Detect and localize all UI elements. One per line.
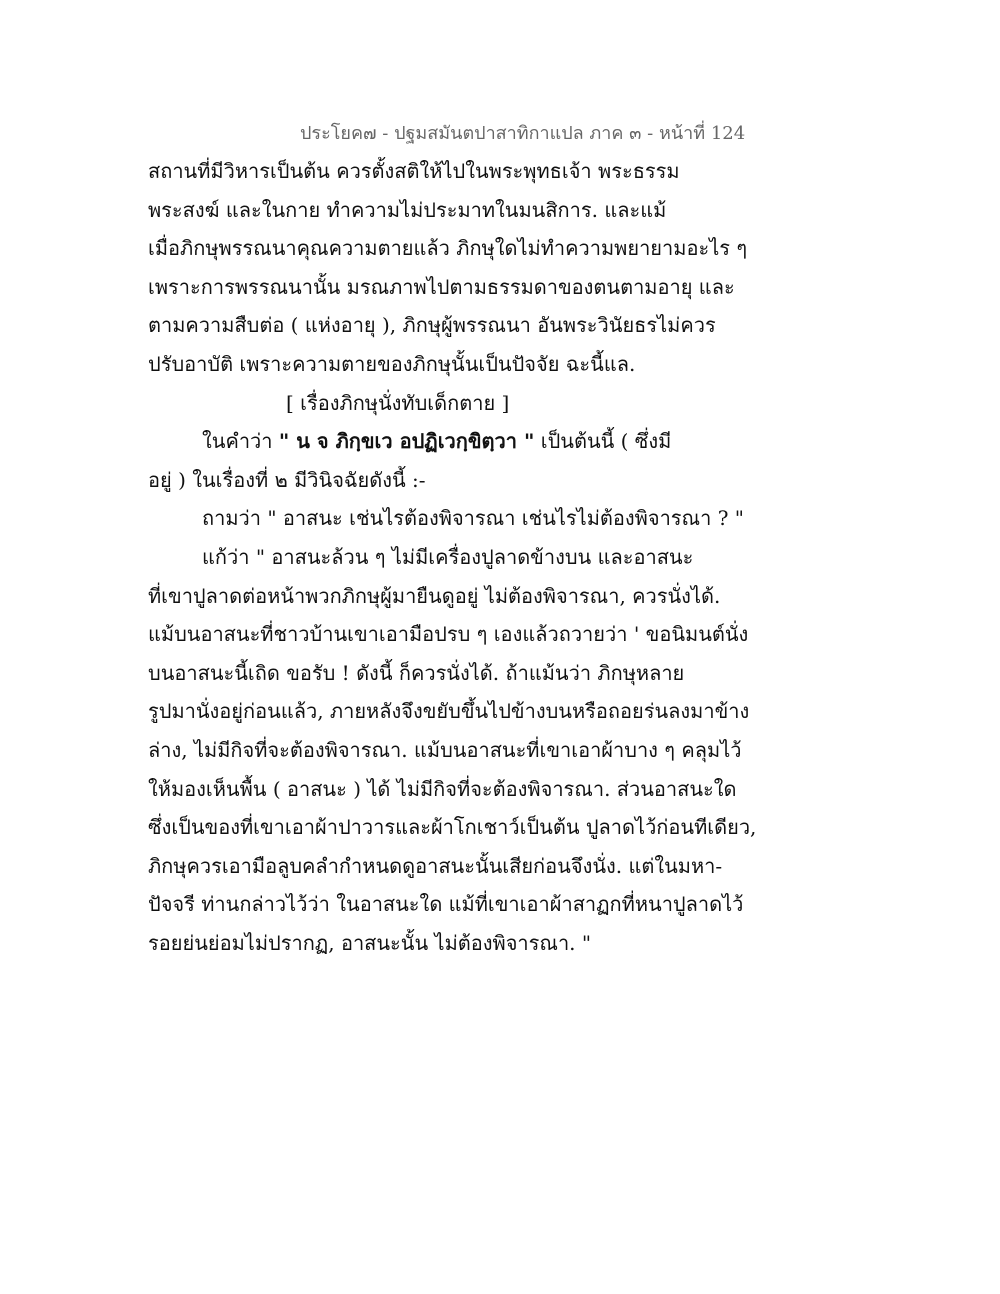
- pali-quote: " น จ ภิกฺขเว อปฏิเวกฺขิตฺวา ": [278, 429, 535, 454]
- paragraph-line: พระสงฆ์ และในกาย ทำความไม่ประมาทในมนสิการ. และแม้: [148, 197, 667, 222]
- paragraph-line: สถานที่มีวิหารเป็นต้น ควรตั้งสติให้ไปในพระพุทธเจ้า พระธรรม: [148, 159, 680, 183]
- paragraph-line: ตามความสืบต่อ ( แห่งอายุ ), ภิกษุผู้พรรณนา อันพระวินัยธรไม่ควร: [148, 313, 716, 338]
- paragraph-line: เพราะการพรรณนานั้น มรณภาพไปตามธรรมดาของตนตามอายุ และ: [148, 274, 735, 299]
- body-text: [148, 152, 757, 962]
- answer-line: ซึ่งเป็นของที่เขาเอาผ้าปาวารและผ้าโกเชาว์เป็นต้น ปูลาดไว้ก่อนทีเดียว,: [148, 815, 757, 840]
- passage-intro-continuation: อยู่ ) ในเรื่องที่ ๒ มีวินิจฉัยดังนี้ :-: [148, 467, 426, 492]
- answer-line: ปัจจรี ท่านกล่าวไว้ว่า ในอาสนะใด แม้ที่เขาเอาผ้าสาฏกที่หนาปูลาดไว้: [148, 892, 744, 917]
- passage-intro-line: [148, 422, 728, 461]
- paragraph-line: เมื่อภิกษุพรรณนาคุณความตายแล้ว ภิกษุใดไม่ทำความพยายามอะไร ๆ: [148, 236, 748, 261]
- answer-line: บนอาสนะนี้เถิด ขอรับ ! ดังนี้ ก็ควรนั่งได้. ถ้าแม้นว่า ภิกษุหลาย: [148, 660, 685, 685]
- story-heading: [ เรื่องภิกษุนั่งทับเด็กตาย ]: [286, 390, 510, 415]
- intro-after-text: เป็นต้นนี้ ( ซึ่งมี: [534, 429, 672, 454]
- answer-line: รูปมานั่งอยู่ก่อนแล้ว, ภายหลังจึงขยับขึ้นไปข้างบนหรือถอยร่นลงมาข้าง: [148, 699, 750, 724]
- answer-line: ที่เขาปูลาดต่อหน้าพวกภิกษุผู้มายืนดูอยู่ ไม่ต้องพิจารณา, ควรนั่งได้.: [148, 583, 721, 608]
- answer-line: ล่าง, ไม่มีกิจที่จะต้องพิจารณา. แม้บนอาสนะที่เขาเอาผ้าบาง ๆ คลุมไว้: [148, 737, 742, 762]
- answer-line: แม้บนอาสนะที่ชาวบ้านเขาเอามือปรบ ๆ เองแล้วถวายว่า ' ขอนิมนต์นั่ง: [148, 622, 749, 647]
- answer-line: ภิกษุควรเอามือลูบคลำกำหนดดูอาสนะนั้นเสียก่อนจึงนั่ง. แต่ในมหา-: [148, 853, 723, 878]
- paragraph-line: ปรับอาบัติ เพราะความตายของภิกษุนั้นเป็นปัจจัย ฉะนี้แล.: [148, 351, 636, 376]
- answer-first-line: แก้ว่า " อาสนะล้วน ๆ ไม่มีเครื่องปูลาดข้างบน และอาสนะ: [202, 544, 694, 569]
- intro-before-text: ในคำว่า: [202, 429, 279, 454]
- answer-line: ให้มองเห็นพื้น ( อาสนะ ) ได้ ไม่มีกิจที่จะต้องพิจารณา. ส่วนอาสนะใด: [148, 776, 737, 801]
- answer-line: รอยย่นย่อมไม่ปรากฏ, อาสนะนั้น ไม่ต้องพิจารณา. ": [148, 930, 592, 955]
- question-line: ถามว่า " อาสนะ เช่นไรต้องพิจารณา เช่นไรไม่ต้องพิจารณา ? ": [202, 506, 744, 531]
- running-header: ประโยค๗ - ปฐมสมันตปาสาทิกาแปล ภาค ๓ - หน้าที่ 124: [300, 123, 746, 144]
